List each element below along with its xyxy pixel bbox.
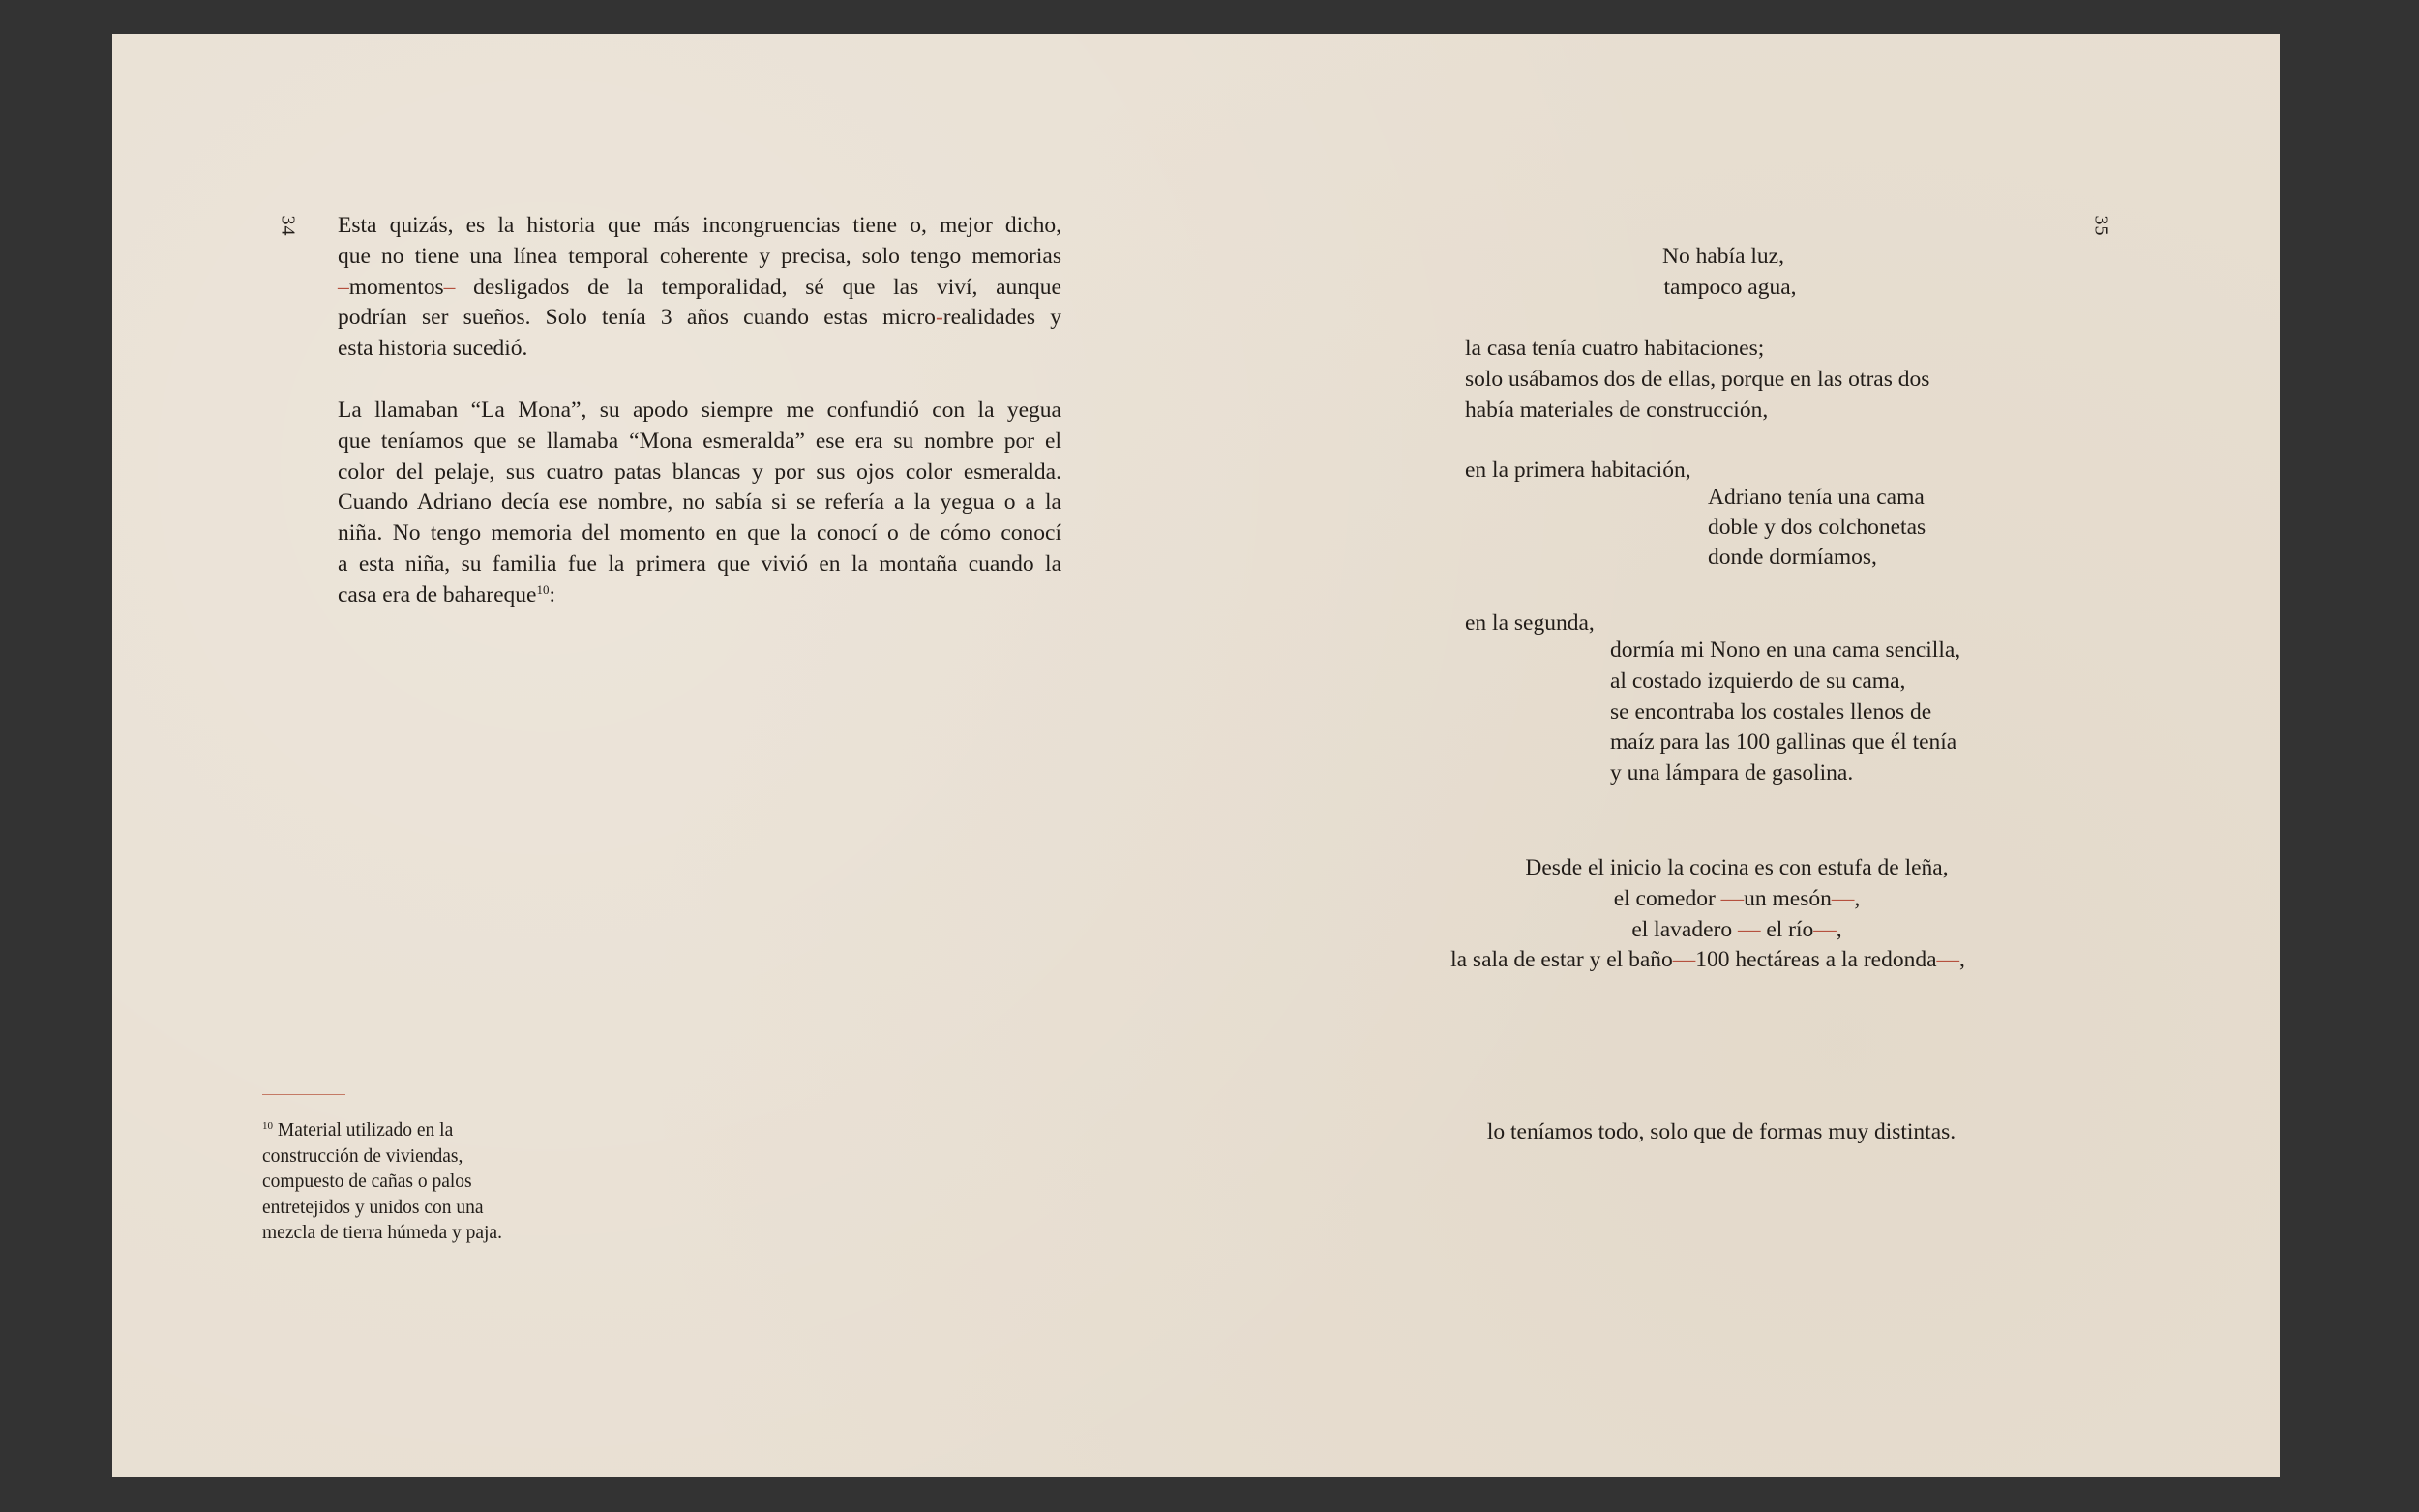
text-line: Cuando Adriano decía ese nombre, no sabía si se refería a la yegua o a la	[338, 489, 1061, 516]
paragraph-1	[338, 211, 1061, 365]
text-line: a esta niña, su familia fue la primera que vivió en la montaña cuando la	[338, 550, 1061, 577]
verse-line: dormía mi Nono en una cama sencilla,	[1610, 637, 1961, 663]
text-line: La llamaban “La Mona”, su apodo siempre me confundió con la yegua	[338, 398, 1061, 423]
footnote-line: compuesto de cañas o palos	[262, 1171, 472, 1193]
text-fragment: un mesón	[1744, 885, 1832, 911]
text-fragment: la sala de estar y el baño	[1450, 947, 1673, 973]
red-dash: –	[443, 274, 456, 300]
text-fragment: ,	[1959, 947, 1965, 973]
footnote-line: Material utilizado en la	[277, 1120, 454, 1141]
red-dash: —	[1936, 947, 1960, 973]
paragraph-2	[338, 396, 1061, 611]
verse-line: la casa tenía cuatro habitaciones;	[1465, 336, 1765, 361]
text-fragment: el lavadero	[1631, 916, 1738, 942]
footnote-reference[interactable]: 10	[536, 581, 550, 597]
footnote-number: 10	[262, 1120, 273, 1132]
red-dash: —	[1737, 916, 1761, 942]
verse-line: solo usábamos dos de ellas, porque en las otras dos	[1465, 367, 1930, 392]
footnote-line: entretejidos y unidos con una	[262, 1197, 484, 1218]
text-line: que teníamos que se llamaba “Mona esmeralda” ese era su nombre por el	[338, 428, 1061, 454]
stanza-3	[1708, 483, 1926, 573]
text-line: Esta quizás, es la historia que más incongruencias tiene o, mejor dicho,	[338, 213, 1061, 238]
stanza-1	[1530, 241, 1917, 303]
footnote-line: construcción de viviendas,	[262, 1145, 463, 1167]
stanza-3-lead: en la primera habitación,	[1465, 458, 1691, 483]
text-fragment: realidades y	[942, 305, 1061, 331]
stanza-2	[1465, 333, 1929, 426]
red-dash: —	[1831, 885, 1855, 911]
footnote-line: mezcla de tierra húmeda y paja.	[262, 1223, 502, 1244]
text-line: niña. No tengo memoria del momento en que la conocí o de cómo conocí	[338, 520, 1061, 547]
red-dash: —	[1813, 916, 1837, 942]
text-fragment: el río	[1760, 916, 1814, 942]
text-fragment: momentos	[348, 274, 444, 300]
verse-line	[1447, 915, 2027, 946]
text-line: color del pelaje, sus cuatro patas blancas y por sus ojos color esmeralda.	[338, 459, 1061, 485]
text-fragment: ,	[1854, 885, 1861, 911]
verse-line: doble y dos colchonetas	[1708, 515, 1926, 540]
text-fragment: desligados de la temporalidad, sé que las viví, aunque	[455, 274, 1061, 300]
text-fragment: podrían ser sueños. Solo tenía 3 años cuando estas micro	[338, 305, 936, 331]
verse-line: Adriano tenía una cama	[1708, 485, 1925, 510]
verse-line	[1389, 945, 2027, 976]
text-fragment: 100 hectáreas a la redonda	[1695, 947, 1937, 973]
stanza-4	[1610, 636, 1960, 789]
text-line	[338, 303, 1061, 334]
verse-line	[1447, 884, 2027, 915]
text-fragment: el comedor	[1613, 885, 1721, 911]
text-line	[338, 580, 1061, 611]
verse-line: donde dormíamos,	[1708, 545, 1877, 570]
red-dash: –	[338, 274, 349, 300]
verse-line: al costado izquierdo de su cama,	[1610, 667, 1906, 694]
text-fragment: casa era de bahareque	[338, 581, 537, 608]
text-line: esta historia sucedió.	[338, 336, 528, 362]
verse-line: tampoco agua,	[1663, 275, 1797, 300]
page-number-right: 35	[2090, 215, 2112, 237]
text-line	[338, 273, 1061, 304]
verse-line: maíz para las 100 gallinas que él tenía	[1610, 729, 1957, 756]
red-hyphen: -	[935, 305, 943, 331]
footnote-divider	[262, 1094, 345, 1095]
red-dash: —	[1672, 947, 1696, 973]
text-fragment: ,	[1836, 916, 1842, 942]
verse-line: se encontraba los costales llenos de	[1610, 698, 1932, 725]
footnote	[262, 1118, 502, 1247]
verse-line: había materiales de construcción,	[1465, 398, 1769, 423]
stanza-4-lead: en la segunda,	[1465, 610, 1595, 636]
text-fragment: :	[549, 581, 556, 608]
red-dash: —	[1720, 885, 1745, 911]
verse-line: Desde el inicio la cocina es con estufa de leña,	[1525, 855, 1949, 880]
text-line: que no tiene una línea temporal coherente y precisa, solo tengo memorias	[338, 243, 1061, 269]
verse-line: No había luz,	[1662, 244, 1784, 269]
closing-line: lo teníamos todo, solo que de formas muy distintas.	[1486, 1119, 1956, 1144]
page-number-left: 34	[277, 215, 299, 237]
stanza-5	[1447, 853, 2027, 976]
verse-line: y una lámpara de gasolina.	[1610, 760, 1854, 786]
